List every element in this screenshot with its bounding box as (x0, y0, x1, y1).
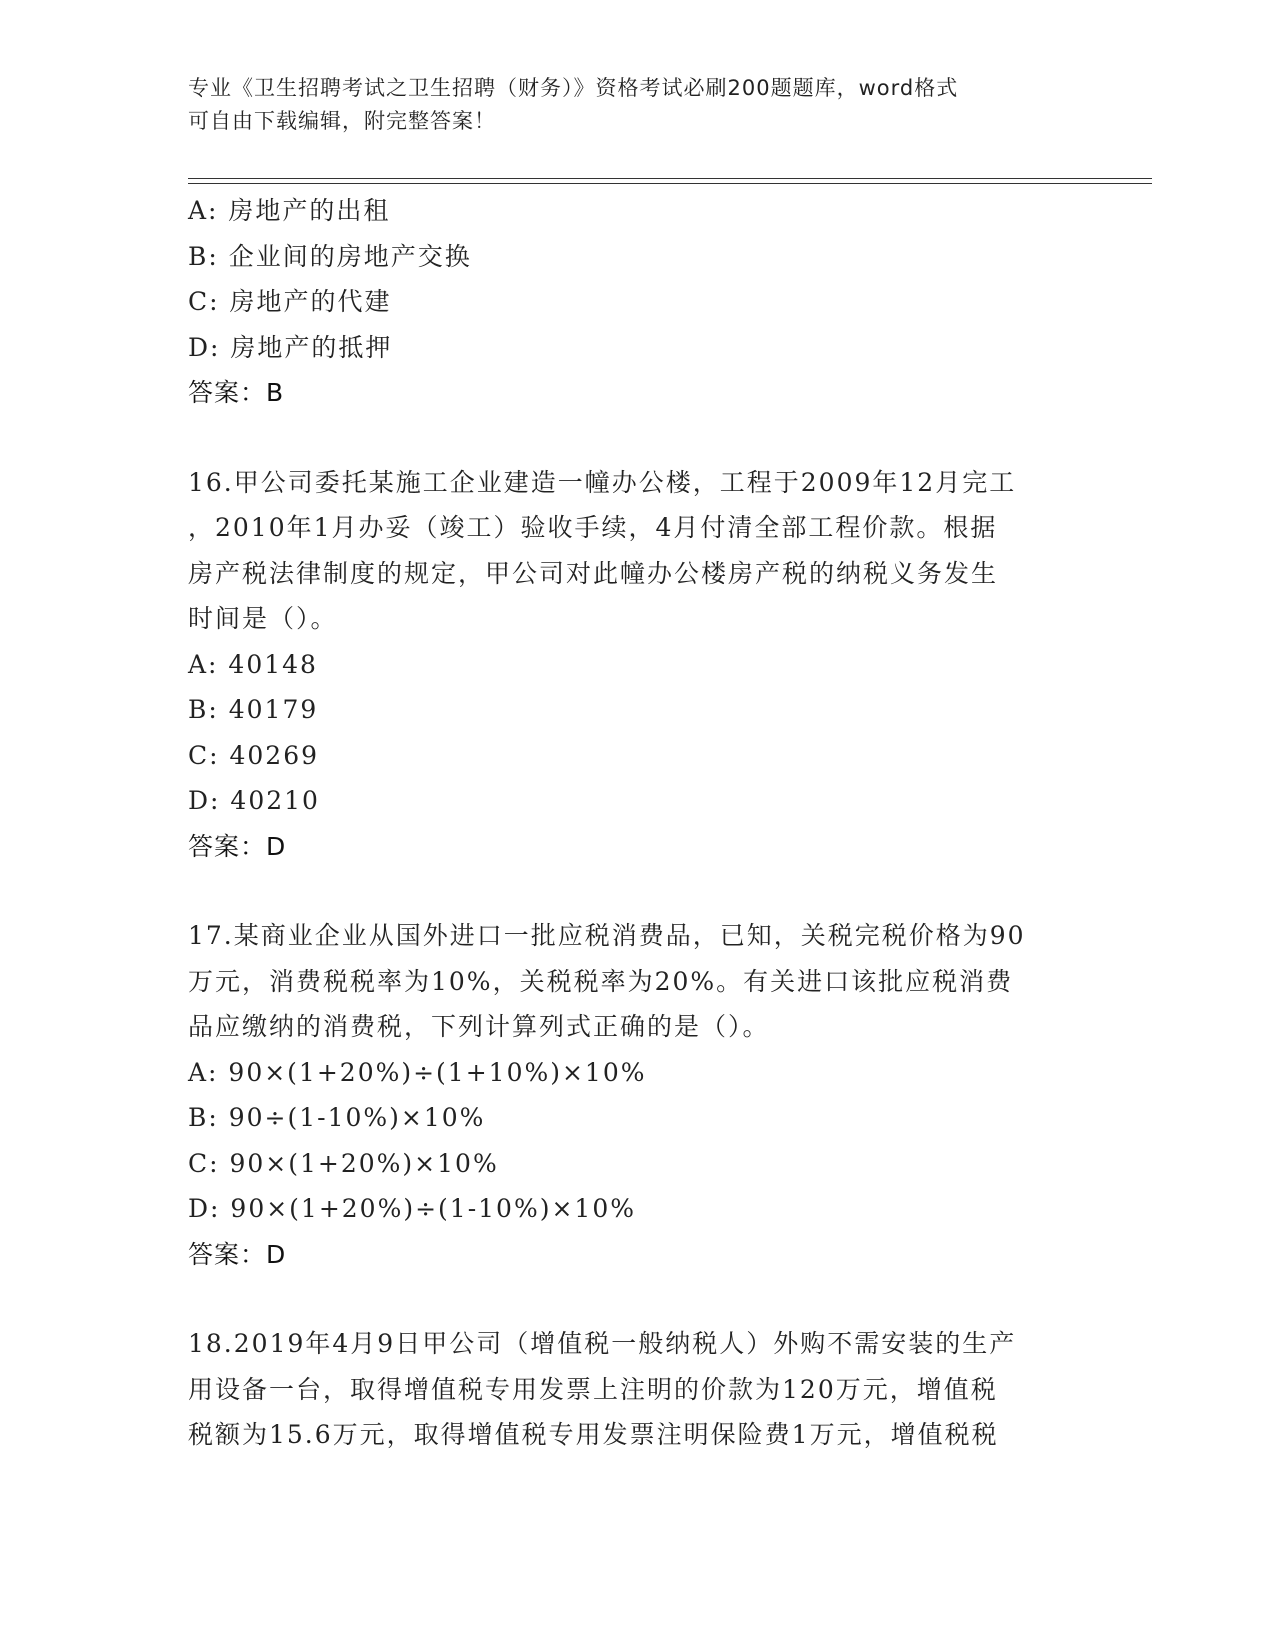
option-b: B: 企业间的房地产交换 (188, 241, 472, 271)
option-c: C: 房地产的代建 (188, 287, 392, 316)
header-line-1: 专业《卫生招聘考试之卫生招聘（财务）》资格考试必刷200题题库，word格式 (188, 76, 959, 100)
question-text-line: ，2010年1月办妥（竣工）验收手续，4月付清全部工程价款。根据 (188, 513, 998, 542)
question-text-line: 品应缴纳的消费税，下列计算列式正确的是（）。 (188, 1012, 770, 1041)
option-d: D: 40210 (188, 786, 320, 815)
header-line-2: 可自由下载编辑，附完整答案！ (188, 109, 496, 133)
question-text-line: 税额为15.6万元，取得增值税专用发票注明保险费1万元，增值税税 (188, 1420, 999, 1449)
spacer (188, 869, 1088, 913)
question-text-line: 16.甲公司委托某施工企业建造一幢办公楼，工程于2009年12月完工 (188, 467, 1017, 497)
question-18 (188, 1321, 1088, 1458)
option-b: B: 40179 (188, 695, 319, 724)
question-17 (188, 913, 1088, 1277)
question-text-line: 万元，消费税税率为10%，关税税率为20%。有关进口该批应税消费 (188, 966, 1014, 996)
option-b: B: 90÷(1-10%)×10% (188, 1103, 486, 1132)
option-c: C: 40269 (188, 740, 320, 770)
question-text-line: 房产税法律制度的规定，甲公司对此幢办公楼房产税的纳税义务发生 (188, 558, 999, 588)
spacer (188, 416, 1088, 460)
answer: 答案：D (188, 831, 287, 861)
question-text-line: 18.2019年4月9日甲公司（增值税一般纳税人）外购不需安装的生产 (188, 1329, 1017, 1358)
option-a: A: 房地产的出租 (188, 196, 391, 225)
option-a: A: 40148 (188, 649, 318, 679)
spacer (188, 1277, 1088, 1321)
header-rule-bottom (188, 183, 1152, 184)
answer: 答案：D (188, 1239, 287, 1269)
question-text-line: 用设备一台，取得增值税专用发票上注明的价款为120万元，增值税 (188, 1374, 998, 1404)
option-c: C: 90×(1+20%)×10% (188, 1148, 499, 1178)
question-15 (188, 188, 1088, 416)
option-a: A: 90×(1+20%)÷(1+10%)×10% (188, 1057, 647, 1087)
option-d: D: 房地产的抵押 (188, 332, 393, 362)
question-text-line: 时间是（）。 (188, 604, 338, 633)
option-d: D: 90×(1+20%)÷(1-10%)×10% (188, 1194, 636, 1223)
document-body (188, 188, 1088, 1458)
answer: 答案：B (188, 378, 285, 407)
question-16 (188, 460, 1088, 870)
document-header (188, 72, 1088, 138)
header-rule-top (188, 178, 1152, 179)
question-text-line: 17.某商业企业从国外进口一批应税消费品，已知，关税完税价格为90 (188, 921, 1026, 950)
